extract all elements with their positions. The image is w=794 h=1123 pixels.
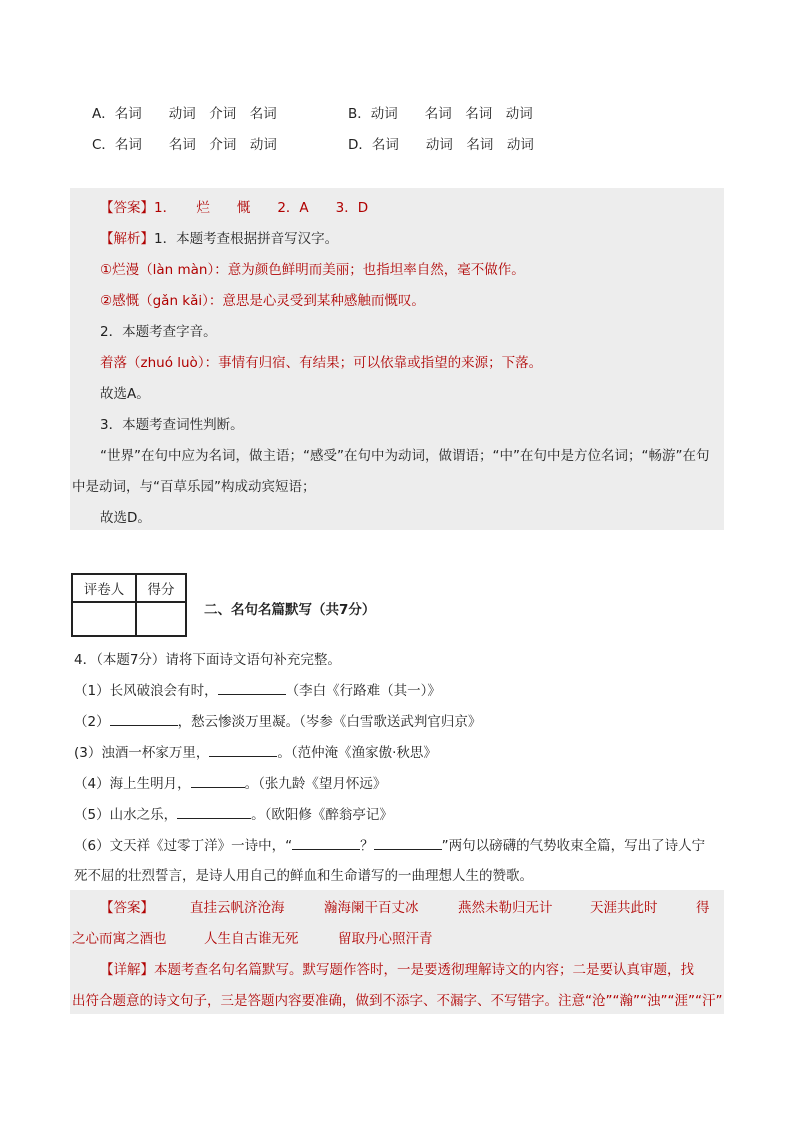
fill-item-2-post: ，愁云惨淡万里凝。（岑参《白雪歌送武判官归京》 — [177, 714, 482, 730]
grade-table — [71, 573, 187, 637]
detail-line-1 — [100, 958, 694, 978]
fill-item-6-post: ”两句以磅礴的气势收束全篇，写出了诗人宁 — [441, 838, 706, 854]
answer-tag: 【答案】 — [100, 200, 154, 216]
fill-blank-1[interactable] — [218, 682, 286, 695]
analysis-item-2: ②感慨（gǎn kǎi）：意思是心灵受到某种感触而慨叹。 — [100, 293, 425, 309]
fill-item-3-post: 。（范仲淹《渔家傲·秋思》 — [277, 745, 437, 761]
fill-blank-2[interactable] — [110, 713, 178, 726]
analysis-q2-detail: 着落（zhuó luò）：事情有归宿、有结果；可以依靠或指望的来源；下落。 — [100, 355, 543, 371]
answer2-a2: 瀚海阑干百丈冰 — [324, 900, 419, 916]
fill-blank-5[interactable] — [177, 806, 251, 819]
answer2-a4: 天涯共此时 — [590, 900, 658, 916]
answer-line — [100, 196, 368, 216]
analysis-line — [100, 227, 338, 247]
fill-item-5 — [74, 803, 393, 823]
fill-item-3 — [74, 741, 437, 761]
answer-box-1 — [70, 188, 724, 530]
fill-item-1 — [74, 679, 441, 699]
option-d: D．名词 动词 名词 动词 — [348, 137, 534, 153]
analysis-q3: 3．本题考查词性判断。 — [100, 417, 244, 433]
answer-box-2 — [70, 890, 724, 1014]
question-4: 4．（本题7分）请将下面诗文语句补充完整。 — [74, 652, 341, 668]
fill-item-6-pre: （6）文天祥《过零丁洋》一诗中，“ — [74, 838, 293, 854]
fill-item-1-pre: （1）长风破浪会有时， — [74, 683, 218, 699]
answer2-a7: 留取丹心照汗青 — [338, 931, 433, 947]
detail-tag: 【详解】 — [100, 962, 154, 978]
fill-item-2 — [74, 710, 481, 730]
answer2-a3: 燕然未勒归无计 — [458, 900, 553, 916]
section-title: 二、名句名篇默写（共7分） — [204, 602, 376, 618]
answer2-a5-part2: 之心而寓之酒也 — [72, 931, 167, 947]
fill-item-3-pre: (3）浊酒一杯家万里， — [74, 745, 210, 761]
detail-line-2: 出符合题意的诗文句子，三是答题内容要准确，做到不添字、不漏字、不写错字。注意“沧”“瀚”“浊”“涯”“汗” — [72, 993, 723, 1009]
answer-text: 1． 烂 慨 2．A 3．D — [154, 200, 369, 216]
fill-item-4 — [74, 772, 386, 792]
fill-item-2-pre: （2） — [74, 714, 110, 730]
fill-item-4-pre: （4）海上生明月， — [74, 776, 191, 792]
fill-blank-4[interactable] — [191, 775, 245, 788]
option-b: B．动词 名词 名词 动词 — [348, 106, 533, 122]
fill-item-5-post: 。（欧阳修《醉翁亭记》 — [251, 807, 393, 823]
grade-header-reviewer: 评卷人 — [72, 574, 136, 602]
analysis-q2-choice: 故选A。 — [100, 386, 150, 402]
fill-item-5-pre: （5）山水之乐， — [74, 807, 178, 823]
answer2-tag-line — [100, 896, 154, 916]
answer2-tag: 【答案】 — [100, 900, 154, 916]
fill-item-4-post: 。（张九龄《望月怀远》 — [244, 776, 387, 792]
analysis-tag: 【解析】 — [100, 231, 154, 247]
analysis-item-1: ①烂漫（làn màn）：意为颜色鲜明而美丽；也指坦率自然，毫不做作。 — [100, 262, 525, 278]
fill-item-6 — [74, 834, 705, 854]
fill-item-1-post: （李白《行路难（其一）》 — [285, 683, 441, 699]
grade-header-score: 得分 — [136, 574, 186, 602]
fill-item-6-line2: 死不屈的壮烈誓言，是诗人用自己的鲜血和生命谱写的一曲理想人生的赞歌。 — [74, 868, 533, 884]
analysis-q2: 2．本题考查字音。 — [100, 324, 217, 340]
analysis-q3-choice: 故选D。 — [100, 510, 151, 526]
fill-blank-3[interactable] — [209, 744, 277, 757]
fill-blank-6a[interactable] — [292, 837, 360, 850]
answer2-a1: 直挂云帆济沧海 — [190, 900, 285, 916]
analysis-text: 1．本题考查根据拼音写汉字。 — [154, 231, 339, 247]
grade-reviewer-cell[interactable] — [72, 602, 136, 636]
detail-text-1: 本题考查名句名篇默写。默写题作答时，一是要透彻理解诗文的内容；二是要认真审题，找 — [154, 962, 694, 978]
analysis-q3-detail-2: 中是动词，与“百草乐园”构成动宾短语； — [72, 479, 316, 495]
fill-item-6-mid: ？ — [360, 838, 374, 854]
answer2-a6: 人生自古谁无死 — [204, 931, 299, 947]
option-c: C．名词 名词 介词 动词 — [92, 137, 277, 153]
option-a: A．名词 动词 介词 名词 — [92, 106, 277, 122]
fill-blank-6b[interactable] — [374, 837, 442, 850]
analysis-q3-detail-1: “世界”在句中应为名词，做主语；“感受”在句中为动词，做谓语；“中”在句中是方位名词；“畅游”在句 — [100, 448, 710, 464]
answer2-a5-part1: 得 — [696, 900, 710, 916]
grade-score-cell[interactable] — [136, 602, 186, 636]
